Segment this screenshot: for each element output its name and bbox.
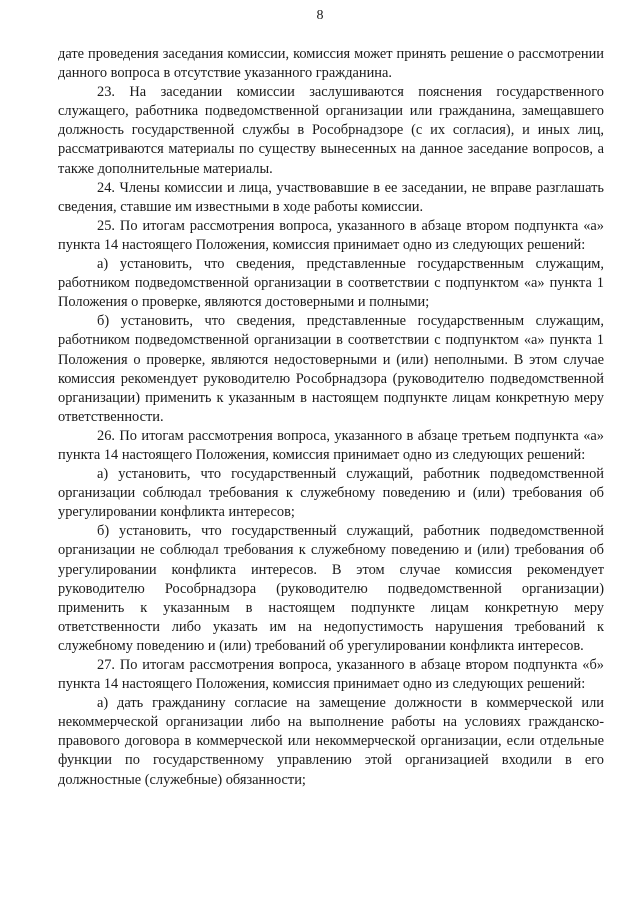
paragraph: а) дать гражданину согласие на замещение должности в коммерческой или некоммерческой организации либо на выполнение работы на условиях гражданско-правового договора в коммерческой или некоммерческой организации, если отдельные функции по государственному управлению этой организацией входили в его должностные (служебные) обязанности; bbox=[58, 695, 604, 788]
paragraph: а) установить, что сведения, представленные государственным служащим, работником подведомственной организации в соответствии с подпунктом «а» пункта 1 Положения о проверке, являются достоверными и полными; bbox=[58, 256, 604, 311]
paragraph: 23. На заседании комиссии заслушиваются пояснения государственного служащего, работника подведомственной организации или гражданина, замещавшего должность государственной службы в Рособрнадзоре (с их согласия), и иных лиц, рассматриваются материалы по существу вынесенных на данное заседание вопросов, а также дополнительные материалы. bbox=[58, 84, 604, 177]
paragraph: б) установить, что государственный служащий, работник подведомственной организации не соблюдал требования к служебному поведению и (или) требования об урегулировании конфликта интересов. В этом случае комиссия рекомендует руководителю Рособрнадзора (руководителю подведомственной организации) применить к указанным в настоящем подпункте лицам конкретную меру ответственности либо указать им на недопустимость нарушения требований к служебному поведению и (или) требований об урегулировании конфликта интересов. bbox=[58, 523, 604, 654]
paragraph: 26. По итогам рассмотрения вопроса, указанного в абзаце третьем подпункта «а» пункта 14 настоящего Положения, комиссия принимает одно из следующих решений: bbox=[58, 427, 604, 463]
paragraph: дате проведения заседания комиссии, комиссия может принять решение о рассмотрении данного вопроса в отсутствие указанного гражданина. bbox=[58, 46, 604, 82]
paragraph: б) установить, что сведения, представленные государственным служащим, работником подведомственной организации в соответствии с подпунктом «а» пункта 1 Положения о проверке, являются недостоверными и (или) неполными. В этом случае комиссия рекомендует руководителю Рособрнадзора (руководителю подведомственной организации) применить к указанным в настоящем подпункте лицам конкретную меру ответственности. bbox=[58, 313, 604, 425]
paragraph: 25. По итогам рассмотрения вопроса, указанного в абзаце втором подпункта «а» пункта 14 настоящего Положения, комиссия принимает одно из следующих решений: bbox=[58, 217, 604, 253]
paragraph: 24. Члены комиссии и лица, участвовавшие в ее заседании, не вправе разглашать сведения, ставшие им известными в ходе работы комиссии. bbox=[58, 179, 604, 215]
document-body bbox=[58, 45, 604, 790]
page-number: 8 bbox=[316, 8, 324, 23]
paragraph: 27. По итогам рассмотрения вопроса, указанного в абзаце втором подпункта «б» пункта 14 настоящего Положения, комиссия принимает одно из следующих решений: bbox=[58, 657, 604, 693]
paragraph: а) установить, что государственный служащий, работник подведомственной организации соблюдал требования к служебному поведению и (или) требования об урегулировании конфликта интересов; bbox=[58, 466, 604, 521]
